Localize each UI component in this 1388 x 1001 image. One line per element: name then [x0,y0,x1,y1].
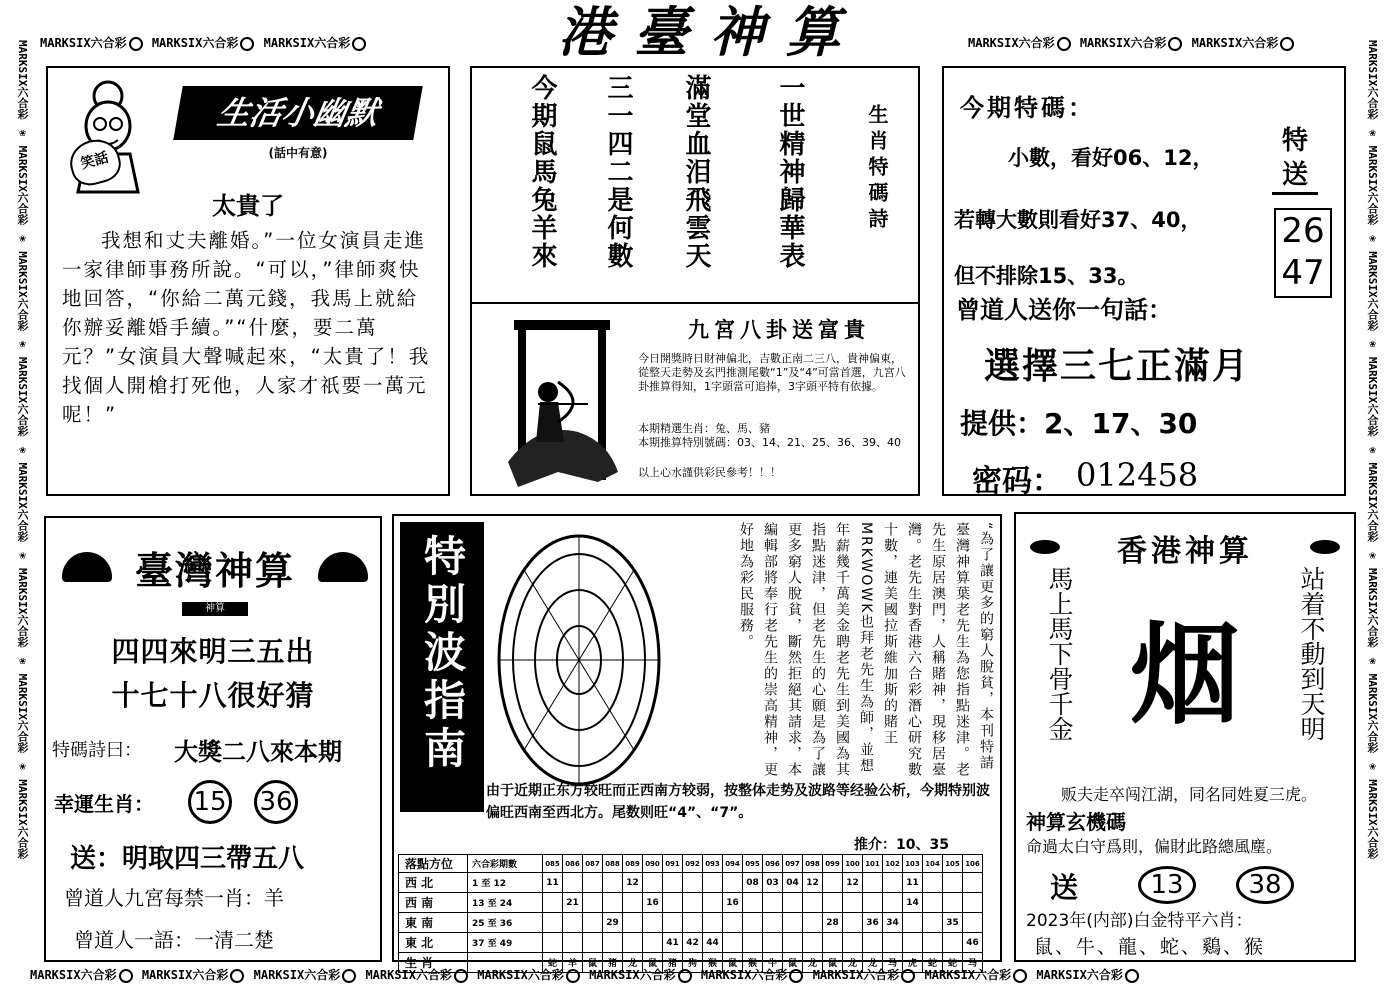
right-side-strip: MARKSIX六合彩 ❀ MARKSIX六合彩 ❀ MARKSIX六合彩 ❀ MARKSIX六合彩 ❀ MARKSIX六合彩 ❀ MARKSIX六合彩 ❀ MARKSIX六合彩 ❀ MARKSIX六合彩 [1366,40,1379,859]
special-code-line1: 小數，看好06、12， [1008,146,1214,170]
table-cell: 03 [763,873,783,893]
poem-column-1: 一世精神歸華表 [775,74,805,270]
gift-number: 26 [1281,211,1325,251]
table-cell [743,933,763,953]
table-cell [843,933,863,953]
table-cell: 羊 [563,953,583,973]
bagua-numbers-line: 本期推算特別號碼：03、14、21、25、36、39、40 [638,436,901,449]
table-cell [863,893,883,913]
period-cell: 085 [543,855,563,873]
taiwan-poem-label: 特碼詩曰： [52,740,142,761]
compass-wheel-illustration [494,530,664,790]
bagua-panel [470,302,920,496]
poem-panel [470,66,920,304]
table-cell [683,893,703,913]
table-cell [923,893,943,913]
table-cell: 11 [543,873,563,893]
password-value: 012458 [1076,456,1199,494]
table-cell [863,933,883,953]
period-cell: 095 [743,855,763,873]
table-cell [943,893,963,913]
taiwan-left-ornament [62,552,112,582]
table-cell: 16 [643,893,663,913]
table-cell [723,933,743,953]
poem-column-2: 滿堂血泪飛雲天 [681,74,711,270]
hk-platinum: 2023年(内部)白金特平六肖： [1026,911,1253,931]
wave-analysis: 由于近期正东方较旺而正西南方较弱，按整体走势及波路等经验公析，今期特别波偏旺西南至西北方。尾数则旺“4”、“7”。 [486,783,990,821]
table-cell: 猪 [603,953,623,973]
table-cell: 36 [863,913,883,933]
period-cell: 087 [583,855,603,873]
table-cell [703,893,723,913]
hk-zodiacs: 鼠、牛、龍、蛇、鷄、猴 [1034,936,1266,958]
table-header-direction: 落點方位 [399,855,468,873]
hk-right-ornament [1310,540,1340,554]
period-cell: 086 [563,855,583,873]
table-cell [723,913,743,933]
table-cell [643,873,663,893]
table-cell [803,893,823,913]
table-cell [963,873,983,893]
table-cell: 龙 [623,953,643,973]
top-left-brand-strip: MARKSIX六合彩 MARKSIX六合彩 MARKSIX六合彩 [40,34,460,51]
table-cell [763,933,783,953]
wave-recommend: 推介：10、35 [854,837,949,853]
wave-title: 特別波指南 [418,534,467,774]
special-code-heading: 今期特碼： [960,94,1095,122]
row-range [468,953,543,973]
archer-horseman-illustration [478,312,628,492]
hk-mystic: 命過太白守爲則，偏財此路總風塵。 [1026,837,1283,856]
hk-big-character: 烟 [1130,610,1240,739]
table-cell [583,913,603,933]
table-cell: 29 [603,913,623,933]
period-cell: 102 [883,855,903,873]
table-cell [683,873,703,893]
table-row [399,953,983,973]
table-cell [723,873,743,893]
hk-right-column: 站着不動到天明 [1297,566,1326,741]
table-cell: 蛇 [943,953,963,973]
period-cell: 093 [703,855,723,873]
table-cell: 04 [783,873,803,893]
table-cell: 鼠 [583,953,603,973]
saying-text: 選擇三七正滿月 [984,345,1251,387]
table-cell: 12 [803,873,823,893]
hk-mystic-label: 神算玄機碼 [1026,810,1126,834]
table-cell [743,893,763,913]
table-cell [883,873,903,893]
poem-column-3: 三一四二是何數 [603,74,633,270]
table-cell: 鼠 [723,953,743,973]
taiwan-title: 臺灣神算 [134,549,295,593]
table-cell: 猪 [663,953,683,973]
lucky-number: 15 [188,780,232,824]
table-cell: 41 [663,933,683,953]
period-cell: 094 [723,855,743,873]
table-cell: 12 [623,873,643,893]
table-cell [663,913,683,933]
left-side-strip: MARKSIX六合彩 ❀ MARKSIX六合彩 ❀ MARKSIX六合彩 ❀ MARKSIX六合彩 ❀ MARKSIX六合彩 ❀ MARKSIX六合彩 ❀ MARKSIX六合彩 ❀ MARKSIX六合彩 [16,40,29,859]
table-cell [583,933,603,953]
table-cell: 34 [883,913,903,933]
row-direction: 生 肖 [399,953,468,973]
bottom-brand-strip: MARKSIX六合彩 MARKSIX六合彩 MARKSIX六合彩 MARKSIX六合彩 MARKSIX六合彩 MARKSIX六合彩 MARKSIX六合彩 MARKSIX六合彩 MARKSIX六合彩 MARKSIX六合彩 [30,966,1370,983]
table-cell [783,893,803,913]
table-cell: 猴 [703,953,723,973]
taiwan-line1: 四四來明三五出 [111,635,315,668]
table-cell [563,913,583,933]
row-range: 37 至 49 [468,933,543,953]
period-cell: 106 [963,855,983,873]
table-cell: 蛇 [543,953,563,973]
table-cell [823,933,843,953]
humor-banner-subtitle: (話中有意) [268,146,328,160]
period-cell: 097 [783,855,803,873]
table-cell [843,893,863,913]
table-cell [643,913,663,933]
table-cell: 16 [723,893,743,913]
wave-table [398,854,983,973]
table-cell [703,873,723,893]
table-cell [803,933,823,953]
taiwan-sub-tag: 神算 [182,602,248,616]
table-cell [903,913,923,933]
hk-verse: 贩夫走卒闯江湖，同名同姓夏三虎。 [1060,785,1317,804]
row-direction: 西 北 [399,873,468,893]
table-cell [623,933,643,953]
table-cell: 猴 [743,953,763,973]
story-body: 我想和丈夫離婚。”一位女演員走進一家律師事務所說。“可以，”律師爽快地回答，“你給二萬元錢，我馬上就給你辦妥離婚手續。”“什麼，要二萬元？”女演員大聲喊起來，“太貴了！我找個人開槍打死他，人家才祇要一萬元呢！” [62,229,431,426]
table-cell [643,933,663,953]
table-cell [603,933,623,953]
taiwan-word: 曾道人一語：一清二楚 [74,928,274,952]
taiwan-panel [44,516,382,962]
table-cell [823,873,843,893]
table-header-period: 六合彩期數 [468,855,543,873]
table-cell: 鼠 [643,953,663,973]
taiwan-send: 送：明取四三帶五八 [70,844,305,874]
table-row [399,913,983,933]
table-cell [903,933,923,953]
humor-panel [46,66,450,496]
table-cell [783,933,803,953]
period-cell: 103 [903,855,923,873]
hk-panel [1014,512,1356,962]
poem-label: 生肖特碼詩 [865,104,889,234]
table-cell [743,913,763,933]
special-code-line3: 但不排除15、33。 [954,264,1139,288]
table-cell [663,893,683,913]
taiwan-ban: 曾道人九宮每禁一肖：羊 [64,886,284,910]
period-cell: 098 [803,855,823,873]
table-cell [543,913,563,933]
table-cell [563,873,583,893]
table-cell [803,913,823,933]
table-cell: 鼠 [783,953,803,973]
period-cell: 096 [763,855,783,873]
table-cell: 12 [843,873,863,893]
period-cell: 101 [863,855,883,873]
table-cell [623,893,643,913]
hk-title: 香港神算 [1117,534,1253,569]
table-cell [963,913,983,933]
table-cell [603,873,623,893]
row-direction: 西 南 [399,893,468,913]
bagua-zodiac-line: 本期精選生肖：兔、馬、豬 [638,422,770,435]
period-cell: 090 [643,855,663,873]
table-cell [823,893,843,913]
table-cell: 虎 [903,953,923,973]
row-range: 1 至 12 [468,873,543,893]
table-cell [783,913,803,933]
taiwan-line2: 十七十八很好猜 [111,679,315,712]
period-cell: 105 [943,855,963,873]
gift-number: 47 [1281,253,1325,293]
table-cell [883,933,903,953]
table-cell [543,893,563,913]
humor-banner: 生活小幽默 [173,86,423,140]
table-cell: 龙 [863,953,883,973]
table-cell [943,873,963,893]
table-cell [703,913,723,933]
table-cell: 马 [963,953,983,973]
poem-column-4: 今期鼠馬兔羊來 [527,74,557,270]
gift-label: 特送 [1272,124,1318,195]
special-code-panel [942,66,1346,499]
table-cell: 44 [703,933,723,953]
table-cell [963,893,983,913]
hk-left-column: 馬上馬下骨千金 [1045,566,1074,741]
saying-heading: 曾道人送你一句話： [956,296,1172,324]
table-cell: 鼠 [823,953,843,973]
row-range: 13 至 24 [468,893,543,913]
period-cell: 088 [603,855,623,873]
table-cell: 牛 [763,953,783,973]
joke-badge: 笑話 [65,134,125,189]
table-cell: 42 [683,933,703,953]
table-cell: 龙 [843,953,863,973]
lucky-zodiac-label: 幸運生肖： [54,792,154,816]
wave-article: “為了讓更多的窮人脫貧，本刊特請臺灣神算葉老先生為您指點迷津。老先生原居澳門，人稱賭神，現移居臺灣。老先生對香港六合彩潛心研究數十數，連美國拉斯維加斯的賭王MRKWOWK也拜老先生為師，並想年薪幾千萬美金聘老先生到美國為其指點迷津，但老先生的心願是為了讓更多窮人脫貧，斷然拒絕其請求，本編輯部將奉行老先生的崇高精神，更好地為彩民服務。 [738,522,994,778]
table-cell: 46 [963,933,983,953]
row-range: 25 至 36 [468,913,543,933]
table-cell: 14 [903,893,923,913]
table-cell: 龙 [803,953,823,973]
bagua-title: 九宮八卦送富貴 [688,318,870,342]
table-row [399,893,983,913]
table-row [399,933,983,953]
table-cell: 狗 [683,953,703,973]
provide-numbers: 提供：2、17、30 [960,407,1198,440]
period-cell: 092 [683,855,703,873]
hk-title-bar [1030,526,1340,569]
table-cell [923,913,943,933]
top-right-brand-strip: MARKSIX六合彩 MARKSIX六合彩 MARKSIX六合彩 [968,34,1378,51]
table-cell [683,913,703,933]
gift-numbers-box [1274,208,1332,298]
hk-send-number: 13 [1138,866,1196,904]
bagua-body: 今日開獎時日財神偏北，吉數正南二三八，貴神偏東，從整天走勢及玄門推測尾數“1”及“4”可當首選，九宮八卦推算得知，1字頭當可追捧，3字頭平特有依據。 [638,352,906,393]
table-cell [923,873,943,893]
taiwan-poem: 大獎二八來本期 [174,738,342,766]
table-cell [583,893,603,913]
hk-send-number: 38 [1236,866,1294,904]
table-cell [583,873,603,893]
row-direction: 東 南 [399,913,468,933]
table-cell [603,893,623,913]
table-cell [623,913,643,933]
table-cell [763,893,783,913]
table-cell [843,913,863,933]
period-cell: 099 [823,855,843,873]
period-cell: 104 [923,855,943,873]
table-cell [923,933,943,953]
table-cell [863,873,883,893]
taiwan-right-ornament [318,552,368,582]
table-cell: 21 [563,893,583,913]
table-cell [563,933,583,953]
period-cell: 100 [843,855,863,873]
table-cell [943,933,963,953]
table-cell [883,893,903,913]
hk-left-ornament [1030,540,1060,554]
page-title: 港臺神算 [558,0,862,64]
hk-send-label: 送 [1050,871,1079,904]
table-cell: 马 [883,953,903,973]
table-cell [543,933,563,953]
lucky-number: 36 [254,780,298,824]
story-title: 太貴了 [212,192,284,220]
table-cell [763,913,783,933]
table-cell: 蛇 [923,953,943,973]
period-cell: 091 [663,855,683,873]
bagua-footer: 以上心水謹供彩民參考！！！ [638,466,781,479]
table-cell: 35 [943,913,963,933]
table-row [399,873,983,893]
table-cell: 08 [743,873,763,893]
table-cell [663,873,683,893]
period-cell: 089 [623,855,643,873]
wave-title-bar [400,522,484,812]
password-label: 密码： [972,464,1062,499]
wave-panel [392,514,1002,970]
table-cell: 11 [903,873,923,893]
row-direction: 東 北 [399,933,468,953]
special-code-line2: 若轉大數則看好37、40， [954,208,1202,232]
table-cell: 28 [823,913,843,933]
